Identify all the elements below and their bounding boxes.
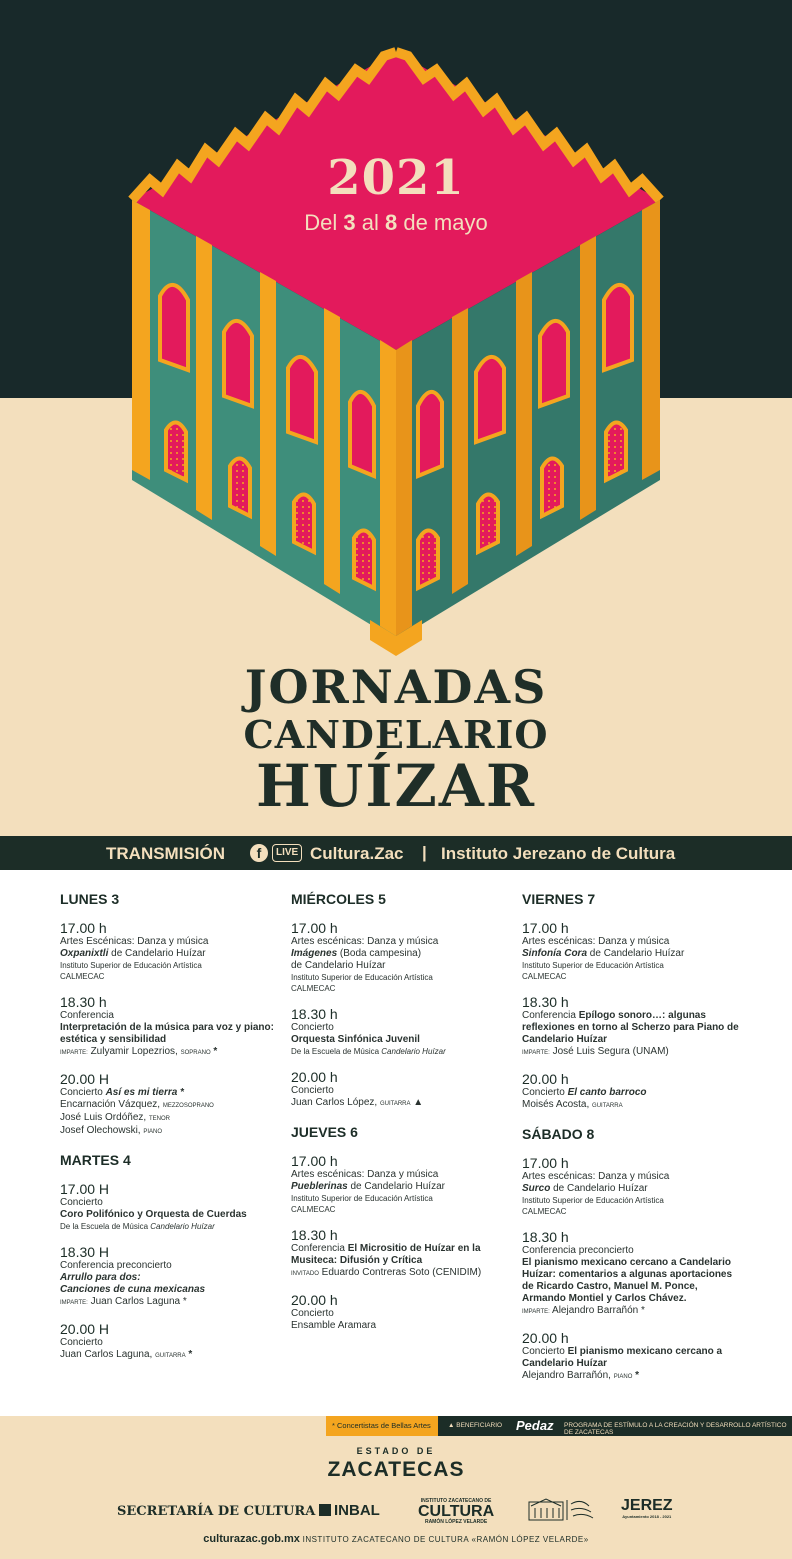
performer-role: MEZZOSOPRANO bbox=[162, 1103, 214, 1109]
event-venue-sub: CALMECAC bbox=[522, 972, 567, 981]
venue-text: De la Escuela de Música bbox=[60, 1222, 151, 1231]
event-type: Concierto bbox=[60, 1337, 103, 1348]
event-type: Artes escénicas: Danza y música bbox=[291, 1169, 439, 1180]
event-venue: Instituto Superior de Educación Artística bbox=[291, 1194, 433, 1203]
event-time: 20.00 h bbox=[522, 1071, 569, 1087]
event-title-line bbox=[291, 1243, 511, 1255]
event-type: Artes Escénicas: Danza y música bbox=[60, 936, 209, 947]
dates-prefix: Del bbox=[304, 210, 344, 235]
event-time: 17.00 h bbox=[522, 1155, 569, 1171]
performer-name: Josef Olechowski, bbox=[60, 1125, 144, 1136]
program-section bbox=[0, 870, 792, 1416]
event-time: 18.30 H bbox=[60, 1244, 110, 1260]
website-line bbox=[0, 1533, 792, 1545]
event-year: 2021 bbox=[327, 150, 465, 206]
event-venue-sub: CALMECAC bbox=[522, 1207, 567, 1216]
performer bbox=[291, 1097, 511, 1110]
event-title-line bbox=[522, 1087, 742, 1099]
event-item bbox=[60, 1244, 280, 1309]
work-title: Sinfonía Cora bbox=[522, 948, 588, 959]
secretaria-cultura-logo: SECRETARÍA DE CULTURA bbox=[117, 1504, 316, 1519]
event-type: Conferencia preconcierto bbox=[60, 1260, 172, 1271]
performer: Ensamble Aramara bbox=[291, 1320, 377, 1331]
event-venue: Instituto Superior de Educación Artística bbox=[522, 1196, 664, 1205]
event-venue: Instituto Superior de Educación Artística bbox=[291, 973, 433, 982]
star-mark: * bbox=[210, 1046, 218, 1057]
performer-name: Juan Carlos Laguna, bbox=[60, 1349, 156, 1360]
event-item bbox=[291, 1153, 511, 1215]
performer-name: José Luis Ordóñez, bbox=[60, 1112, 149, 1123]
event-type: Concierto bbox=[291, 1085, 334, 1096]
star-legend: * Concertistas de Bellas Artes bbox=[326, 1416, 438, 1436]
event-type: Conferencia bbox=[291, 1243, 348, 1254]
program-column-3 bbox=[522, 891, 742, 1395]
performer bbox=[60, 1099, 280, 1112]
instituto-jerezano-logo-icon bbox=[527, 1496, 607, 1522]
event-time: 20.00 H bbox=[60, 1071, 110, 1087]
event-type: Concierto bbox=[522, 1346, 568, 1357]
event-type: Artes escénicas: Danza y música bbox=[291, 936, 439, 947]
event-item bbox=[60, 1181, 280, 1232]
event-type: Conferencia bbox=[60, 1010, 114, 1021]
event-time: 18.30 h bbox=[522, 1229, 569, 1245]
dates-end-day: 8 bbox=[384, 210, 398, 235]
event-time: 18.30 h bbox=[291, 1006, 338, 1022]
event-item bbox=[291, 920, 511, 994]
izc-big: CULTURA bbox=[418, 1503, 495, 1520]
event-title: Interpretación de la música para voz y piano: estética y sensibilidad bbox=[60, 1022, 274, 1045]
jerez-logo bbox=[621, 1498, 673, 1519]
performer-role: GUITARRA bbox=[155, 1353, 186, 1359]
event-title-line bbox=[522, 1346, 742, 1370]
event-item bbox=[60, 994, 280, 1059]
event-time: 17.00 H bbox=[60, 1181, 110, 1197]
performer bbox=[60, 1112, 280, 1125]
event-type: Artes escénicas: Danza y música bbox=[522, 936, 670, 947]
venue-text: De la Escuela de Música bbox=[291, 1047, 382, 1056]
event-title-line bbox=[522, 1010, 742, 1022]
event-title-line bbox=[60, 948, 280, 960]
event-title: El Micrositio de Huízar en la bbox=[347, 1243, 481, 1254]
event-item bbox=[60, 1071, 280, 1138]
day-heading: VIERNES 7 bbox=[522, 891, 596, 907]
event-item bbox=[60, 1321, 280, 1362]
event-title: Coro Polifónico y Orquesta de Cuerdas bbox=[60, 1209, 247, 1220]
dates-suffix: de mayo bbox=[397, 210, 488, 235]
work-title: Surco bbox=[522, 1183, 551, 1194]
event-type: Concierto bbox=[522, 1087, 568, 1098]
venue-name: Candelario Huízar bbox=[381, 1047, 446, 1056]
event-item bbox=[291, 1292, 511, 1332]
event-time: 20.00 h bbox=[522, 1330, 569, 1346]
event-type: Conferencia preconcierto bbox=[522, 1245, 634, 1256]
institute-link[interactable]: Instituto Jerezano de Cultura bbox=[441, 844, 676, 863]
event-time: 17.00 h bbox=[291, 920, 338, 936]
event-item bbox=[60, 920, 280, 982]
speaker-name: Alejandro Barrañón * bbox=[549, 1305, 645, 1316]
website-link[interactable]: culturazac.gob.mx bbox=[203, 1533, 300, 1545]
event-venue-sub: CALMECAC bbox=[291, 984, 336, 993]
event-item bbox=[522, 1155, 742, 1217]
title-line-2: CANDELARIO bbox=[243, 712, 549, 757]
event-venue: Instituto Superior de Educación Artística bbox=[60, 961, 202, 970]
composer: de Candelario Huízar bbox=[291, 960, 386, 971]
role-label: IMPARTE: bbox=[522, 1309, 550, 1315]
inbal-mark-icon bbox=[319, 1504, 331, 1516]
event-speaker bbox=[60, 1296, 280, 1309]
event-title: El pianismo mexicano cercano a Candelario Huízar: comentarios a algunas aportaciones de Ricardo Castro, Manuel M. Ponce, Armando Montiel y Carlos Chávez. bbox=[522, 1257, 733, 1304]
composer: de Candelario Huízar bbox=[550, 1183, 648, 1194]
event-speaker bbox=[60, 1046, 280, 1059]
day-heading: JUEVES 6 bbox=[291, 1124, 358, 1140]
legend-strip bbox=[326, 1416, 792, 1436]
work-title: Oxpanixtli bbox=[60, 948, 109, 959]
sponsor-logos bbox=[0, 1496, 792, 1526]
work-title: Así es mi tierra * bbox=[105, 1087, 184, 1098]
event-item bbox=[522, 920, 742, 982]
zacatecas-logo: ZACATECAS bbox=[327, 1458, 465, 1481]
event-title: Canciones de cuna mexicanas bbox=[60, 1284, 206, 1295]
dates-start-day: 3 bbox=[343, 210, 356, 235]
beneficiary-mark: ▲ bbox=[410, 1097, 424, 1108]
day-heading: LUNES 3 bbox=[60, 891, 120, 907]
performer-name: Encarnación Vázquez, bbox=[60, 1099, 163, 1110]
event-title-line bbox=[291, 1181, 511, 1193]
event-time: 17.00 h bbox=[522, 920, 569, 936]
title-line-1: JORNADAS bbox=[244, 660, 548, 714]
pedaz-logo: Pedaz bbox=[516, 1418, 554, 1433]
separator: | bbox=[422, 843, 427, 862]
izc-sub: RAMÓN LÓPEZ VELARDE bbox=[424, 1519, 488, 1525]
event-time: 20.00 h bbox=[291, 1069, 338, 1085]
day-heading: MARTES 4 bbox=[60, 1152, 131, 1168]
performer-name: Juan Carlos López, bbox=[291, 1097, 380, 1108]
event-item bbox=[522, 1071, 742, 1112]
cathedral-illustration bbox=[0, 0, 792, 660]
event-type: Concierto bbox=[291, 1022, 334, 1033]
event-type: Conferencia bbox=[522, 1010, 579, 1021]
event-time: 20.00 H bbox=[60, 1321, 110, 1337]
performer bbox=[522, 1370, 742, 1383]
facebook-page-link[interactable]: Cultura.Zac bbox=[310, 844, 404, 863]
event-time: 20.00 h bbox=[291, 1292, 338, 1308]
performer-role: PIANO bbox=[613, 1374, 633, 1380]
venue-name: Candelario Huízar bbox=[150, 1222, 215, 1231]
event-time: 18.30 h bbox=[522, 994, 569, 1010]
event-title-line bbox=[291, 948, 511, 960]
izc-logo bbox=[418, 1498, 494, 1525]
event-type: Concierto bbox=[291, 1308, 334, 1319]
footer bbox=[0, 1436, 792, 1559]
event-time: 18.30 h bbox=[60, 994, 107, 1010]
role-label: IMPARTE: bbox=[522, 1050, 550, 1056]
event-time: 17.00 h bbox=[291, 1153, 338, 1169]
event-venue bbox=[60, 1221, 280, 1232]
performer bbox=[522, 1099, 742, 1112]
event-title: Musiteca: Difusión y Crítica bbox=[291, 1255, 423, 1266]
event-venue: Instituto Superior de Educación Artística bbox=[522, 961, 664, 970]
role-label: INVITADO bbox=[291, 1271, 319, 1277]
inbal-text: INBAL bbox=[334, 1502, 380, 1519]
work-title: Imágenes bbox=[291, 948, 338, 959]
work-title: Pueblerinas bbox=[291, 1181, 348, 1192]
performer-name: Alejandro Barrañón, bbox=[522, 1370, 614, 1381]
event-type: Artes escénicas: Danza y música bbox=[522, 1171, 670, 1182]
performer-role: GUITARRA bbox=[379, 1101, 411, 1107]
event-title: reflexiones en torno al Scherzo para Piano de Candelario Huízar bbox=[522, 1022, 739, 1045]
work-title: El canto barroco bbox=[567, 1087, 647, 1098]
event-speaker bbox=[291, 1267, 511, 1280]
event-title-line bbox=[522, 948, 742, 960]
institute-name: INSTITUTO ZACATECANO DE CULTURA «RAMÓN LÓPEZ VELARDE» bbox=[299, 1535, 589, 1544]
estado-label: ESTADO DE bbox=[356, 1446, 436, 1456]
performer-role: GUITARRA bbox=[592, 1103, 623, 1109]
inbal-logo bbox=[319, 1502, 380, 1519]
composer: de Candelario Huízar bbox=[108, 948, 206, 959]
facebook-icon[interactable]: f bbox=[250, 844, 268, 862]
event-item bbox=[291, 1069, 511, 1110]
dates-mid: al bbox=[355, 210, 385, 235]
role-label: IMPARTE: bbox=[60, 1050, 88, 1056]
izc-small: INSTITUTO ZACATECANO DE bbox=[420, 1498, 492, 1504]
star-mark: * bbox=[632, 1370, 640, 1381]
event-venue-sub: CALMECAC bbox=[60, 972, 105, 981]
event-title: Epílogo sonoro…: algunas bbox=[578, 1010, 706, 1021]
composer: de Candelario Huízar bbox=[587, 948, 685, 959]
performer bbox=[60, 1125, 280, 1138]
event-title: Arrullo para dos: bbox=[60, 1272, 141, 1283]
event-speaker bbox=[522, 1305, 742, 1318]
event-speaker bbox=[522, 1046, 742, 1059]
event-time: 17.00 h bbox=[60, 920, 107, 936]
live-badge: LIVE bbox=[272, 844, 302, 862]
composer: de Candelario Huízar bbox=[347, 1181, 445, 1192]
program-note: PROGRAMA DE ESTÍMULO A LA CREACIÓN Y DESARROLLO ARTÍSTICO DE ZACATECAS bbox=[564, 1422, 787, 1436]
role-label: IMPARTE: bbox=[60, 1300, 88, 1306]
speaker-name: José Luis Segura (UNAM) bbox=[549, 1046, 669, 1057]
event-item bbox=[291, 1006, 511, 1057]
beneficiary-legend: ▲ BENEFICIARIO bbox=[448, 1422, 503, 1429]
event-title-line bbox=[60, 1087, 280, 1099]
program-column-1 bbox=[60, 891, 280, 1374]
speaker-name: Zulyamir Lopezrios, bbox=[87, 1046, 181, 1057]
event-item bbox=[522, 1330, 742, 1383]
event-title-line bbox=[522, 1183, 742, 1195]
jerez-sub: Ayuntamiento 2018 - 2021 bbox=[622, 1514, 672, 1519]
transmission-label: TRANSMISIÓN bbox=[106, 844, 225, 863]
event-title: Orquesta Sinfónica Juvenil bbox=[291, 1034, 420, 1045]
day-heading: MIÉRCOLES 5 bbox=[291, 891, 386, 907]
jerez-text: JEREZ bbox=[621, 1497, 673, 1514]
event-title: El pianismo mexicano cercano a Candelario Huízar bbox=[522, 1346, 723, 1369]
performer-role: TENOR bbox=[148, 1116, 170, 1122]
event-type: Concierto bbox=[60, 1197, 103, 1208]
day-heading: SÁBADO 8 bbox=[522, 1126, 595, 1142]
work-subtitle: (Boda campesina) bbox=[337, 948, 422, 959]
performer-name: Moisés Acosta, bbox=[522, 1099, 593, 1110]
event-venue-sub: CALMECAC bbox=[291, 1205, 336, 1214]
transmission-bar bbox=[0, 836, 792, 870]
speaker-name: Eduardo Contreras Soto (CENIDIM) bbox=[318, 1267, 482, 1278]
voice-type: SOPRANO bbox=[180, 1050, 211, 1056]
event-dates bbox=[0, 210, 792, 236]
event-time: 18.30 h bbox=[291, 1227, 338, 1243]
performer-role: PIANO bbox=[143, 1129, 163, 1135]
event-type: Concierto bbox=[60, 1087, 106, 1098]
event-item bbox=[522, 1229, 742, 1318]
event-item bbox=[522, 994, 742, 1059]
title-line-3: HUÍZAR bbox=[255, 752, 537, 820]
star-mark: * bbox=[185, 1349, 193, 1360]
speaker-name: Juan Carlos Laguna * bbox=[87, 1296, 187, 1307]
event-item bbox=[291, 1227, 511, 1280]
event-venue bbox=[291, 1046, 511, 1057]
performer bbox=[60, 1349, 280, 1362]
program-column-2 bbox=[291, 891, 511, 1344]
